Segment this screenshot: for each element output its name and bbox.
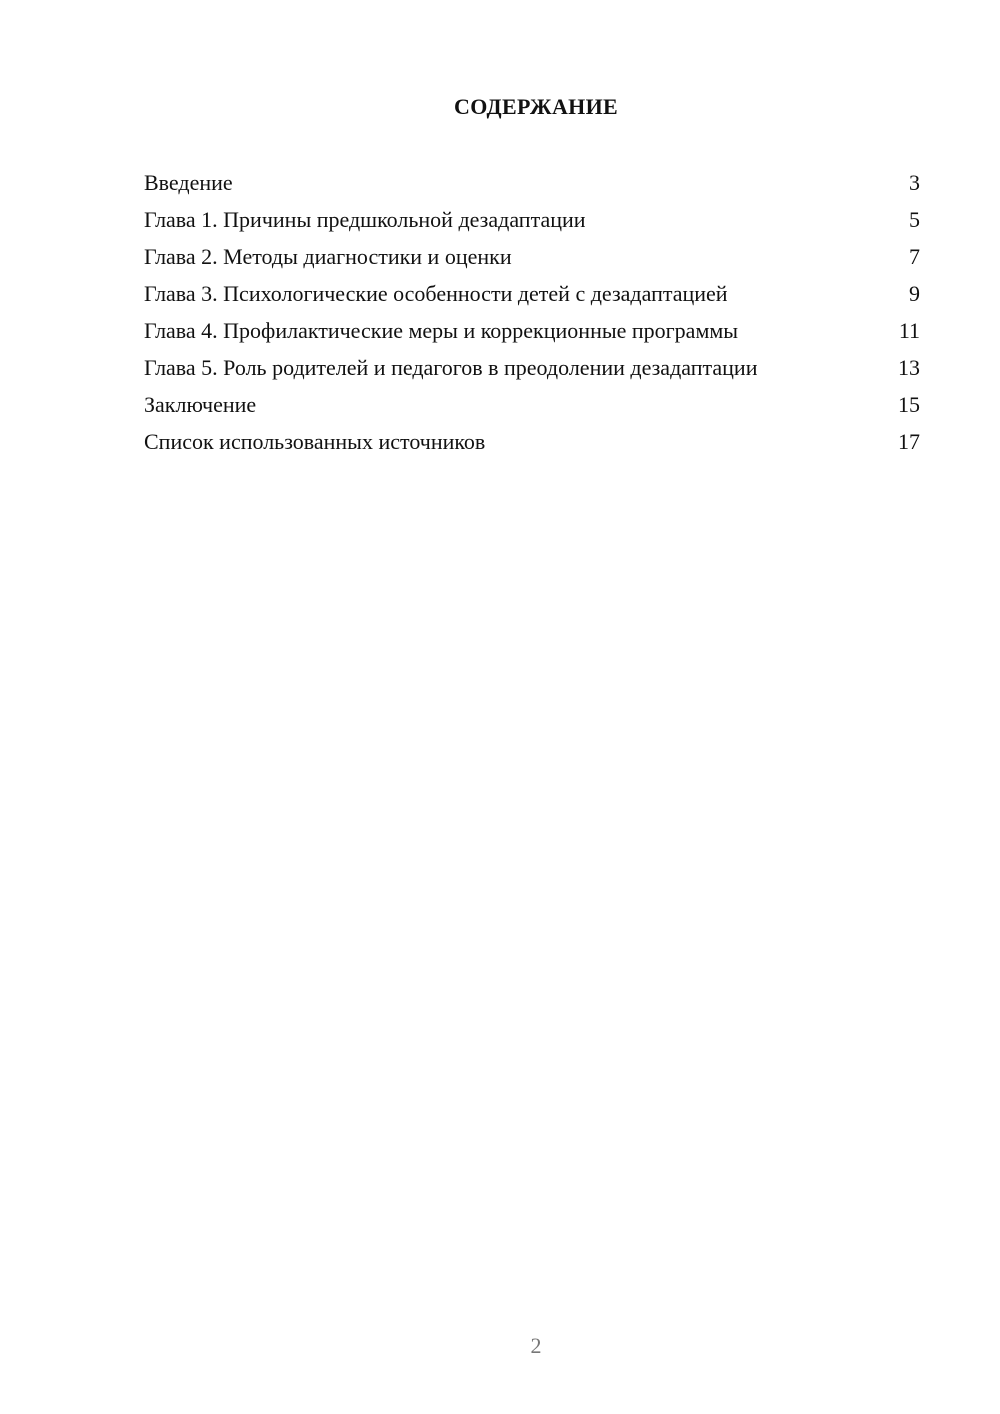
toc-entry-conclusion bbox=[144, 391, 920, 419]
toc-entry-introduction bbox=[144, 169, 920, 197]
toc-entry-page-number: 13 bbox=[898, 355, 920, 380]
toc-entry-title: Глава 3. Психологические особенности детей с дезадаптацией bbox=[144, 281, 728, 306]
toc-entry-title: Заключение bbox=[144, 392, 257, 417]
toc-entry-title: Глава 5. Роль родителей и педагогов в преодолении дезадаптации bbox=[144, 355, 758, 380]
table-of-contents bbox=[144, 169, 920, 465]
toc-entry-title: Список использованных источников bbox=[144, 429, 486, 454]
toc-entry-references bbox=[144, 428, 920, 456]
page-number: 2 bbox=[530, 1333, 542, 1358]
toc-entry-chapter-4 bbox=[144, 317, 920, 345]
toc-entry-title: Глава 1. Причины предшкольной дезадаптации bbox=[144, 207, 586, 232]
toc-entry-page-number: 7 bbox=[909, 244, 920, 269]
toc-entry-chapter-2 bbox=[144, 243, 920, 271]
toc-entry-page-number: 15 bbox=[898, 392, 920, 417]
toc-entry-title: Глава 4. Профилактические меры и коррекционные программы bbox=[144, 318, 739, 343]
toc-heading: СОДЕРЖАНИЕ bbox=[454, 94, 618, 119]
toc-entry-page-number: 5 bbox=[909, 207, 920, 232]
toc-entry-page-number: 11 bbox=[898, 318, 920, 343]
toc-entry-title: Глава 2. Методы диагностики и оценки bbox=[144, 244, 512, 269]
toc-entry-chapter-1 bbox=[144, 206, 920, 234]
toc-entry-title: Введение bbox=[144, 170, 233, 195]
toc-entry-page-number: 9 bbox=[909, 281, 920, 306]
toc-entry-chapter-5 bbox=[144, 354, 920, 382]
toc-entry-page-number: 17 bbox=[898, 429, 920, 454]
toc-entry-chapter-3 bbox=[144, 280, 920, 308]
toc-entry-page-number: 3 bbox=[909, 170, 920, 195]
